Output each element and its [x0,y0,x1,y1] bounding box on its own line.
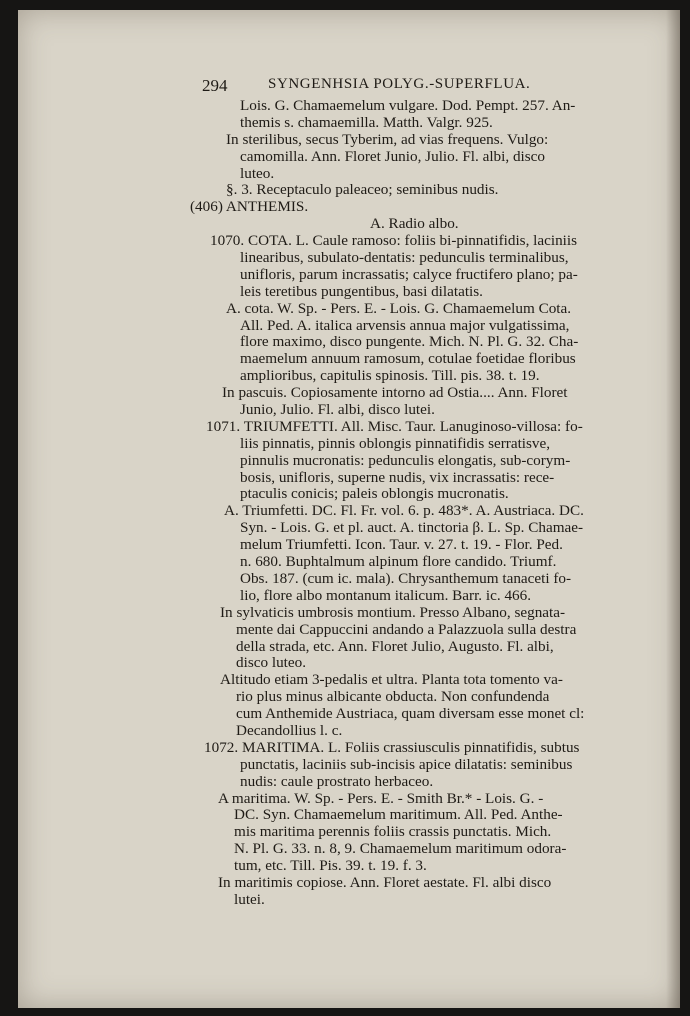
text-line: flore maximo, disco pungente. Mich. N. Pl. G. 32. Cha- [240,333,579,351]
text-line: lio, flore albo montanum italicum. Barr. ic. 466. [240,586,532,604]
text-line: bosis, unifloris, superne nudis, vix incrassatis: rece- [240,468,555,486]
text-line: camomilla. Ann. Floret Junio, Julio. Fl. albi, disco [240,147,546,165]
species-entry-1071: 1071. TRIUMFETTI. All. Misc. Taur. Lanuginoso-villosa: fo- [206,417,583,435]
text-line: amplioribus, capitulis spinosis. Till. pis. 38. t. 19. [240,367,540,385]
text-line: All. Ped. A. italica arvensis annua major vulgatissima, [240,316,570,334]
text-line: linearibus, subulato-dentatis: pedunculis terminalibus, [240,249,569,267]
text-line: nudis: caule prostrato herbaceo. [240,772,434,790]
text-line: liis pinnatis, pinnis oblongis pinnatifidis serratisve, [240,434,551,452]
text-line: In pascuis. Copiosamente intorno ad Ostia.... Ann. Floret [222,384,568,402]
text-line: DC. Syn. Chamaemelum maritimum. All. Ped. Anthe- [234,806,563,824]
text-line: In maritimis copiose. Ann. Floret aestate. Fl. albi disco [218,873,552,891]
text-line: lutei. [234,890,265,908]
text-line: mis maritima perennis foliis crassis punctatis. Mich. [234,823,552,841]
text-line: pinnulis mucronatis: pedunculis elongatis, sub-corym- [240,451,571,469]
text-line: leis teretibus pungentibus, basi dilatatis. [240,282,483,300]
text-line: della strada, etc. Ann. Floret Julio, Augusto. Fl. albi, [236,637,554,655]
text-line: A. Triumfetti. DC. Fl. Fr. vol. 6. p. 483*. A. Austriaca. DC. [224,502,584,520]
text-line: Obs. 187. (cum ic. mala). Chrysanthemum tanaceti fo- [240,569,572,587]
text-line: Syn. - Lois. G. et pl. auct. A. tinctoria β. L. Sp. Chamae- [240,519,584,537]
text-line: In sterilibus, secus Tyberim, ad vias frequens. Vulgo: [226,130,549,148]
text-line: rio plus minus albicante obducta. Non confundenda [236,688,550,706]
text-line: n. 680. Buphtalmum alpinum flore candido. Triumf. [240,553,557,571]
text-line: unifloris, parum incrassatis; calyce fructifero plano; pa- [240,265,578,283]
page-text [18,98,680,909]
text-line: ptaculis conicis; paleis oblongis mucronatis. [240,485,509,503]
section-heading: A. Radio albo. [370,215,459,233]
text-line: melum Triumfetti. Icon. Taur. v. 27. t. 19. - Flor. Ped. [240,536,563,554]
text-line: punctatis, laciniis sub-incisis apice dilatatis: seminibus [240,755,573,773]
text-line: Junio, Julio. Fl. albi, disco lutei. [240,401,435,419]
text-line: themis s. chamaemilla. Matth. Valgr. 925. [240,113,493,131]
text-line: mente dai Cappuccini andando a Palazzuola sulla destra [236,620,577,638]
page-header [202,76,680,96]
text-line: A. cota. W. Sp. - Pers. E. - Lois. G. Chamaemelum Cota. [226,299,572,317]
running-title: SYNGENHSIA POLYG.-SUPERFLUA. [268,76,531,92]
book-page [18,10,680,1008]
text-line: Altitudo etiam 3-pedalis et ultra. Planta tota tomento va- [220,671,563,689]
text-line: disco luteo. [236,654,307,672]
page-number: 294 [202,76,228,95]
text-line: maemelum annuum ramosum, cotulae foetidae floribus [240,350,576,368]
text-line: luteo. [240,164,275,182]
text-line: In sylvaticis umbrosis montium. Presso Albano, segnata- [220,603,566,621]
text-line: N. Pl. G. 33. n. 8, 9. Chamaemelum maritimum odora- [234,840,567,858]
text-line: Decandollius l. c. [236,721,343,739]
text-line: tum, etc. Till. Pis. 39. t. 19. f. 3. [234,857,427,875]
species-entry-1072: 1072. MARITIMA. L. Foliis crassiusculis pinnatifidis, subtus [204,738,580,756]
text-line: §. 3. Receptaculo paleaceo; seminibus nudis. [226,181,499,199]
text-line: A maritima. W. Sp. - Pers. E. - Smith Br.* - Lois. G. - [218,789,544,807]
text-line: cum Anthemide Austriaca, quam diversam esse monet cl: [236,705,585,723]
genus-heading: (406) ANTHEMIS. [190,198,309,216]
text-line: Lois. G. Chamaemelum vulgare. Dod. Pempt. 257. An- [240,97,576,114]
species-entry-1070: 1070. COTA. L. Caule ramoso: foliis bi-pinnatifidis, laciniis [210,232,578,250]
